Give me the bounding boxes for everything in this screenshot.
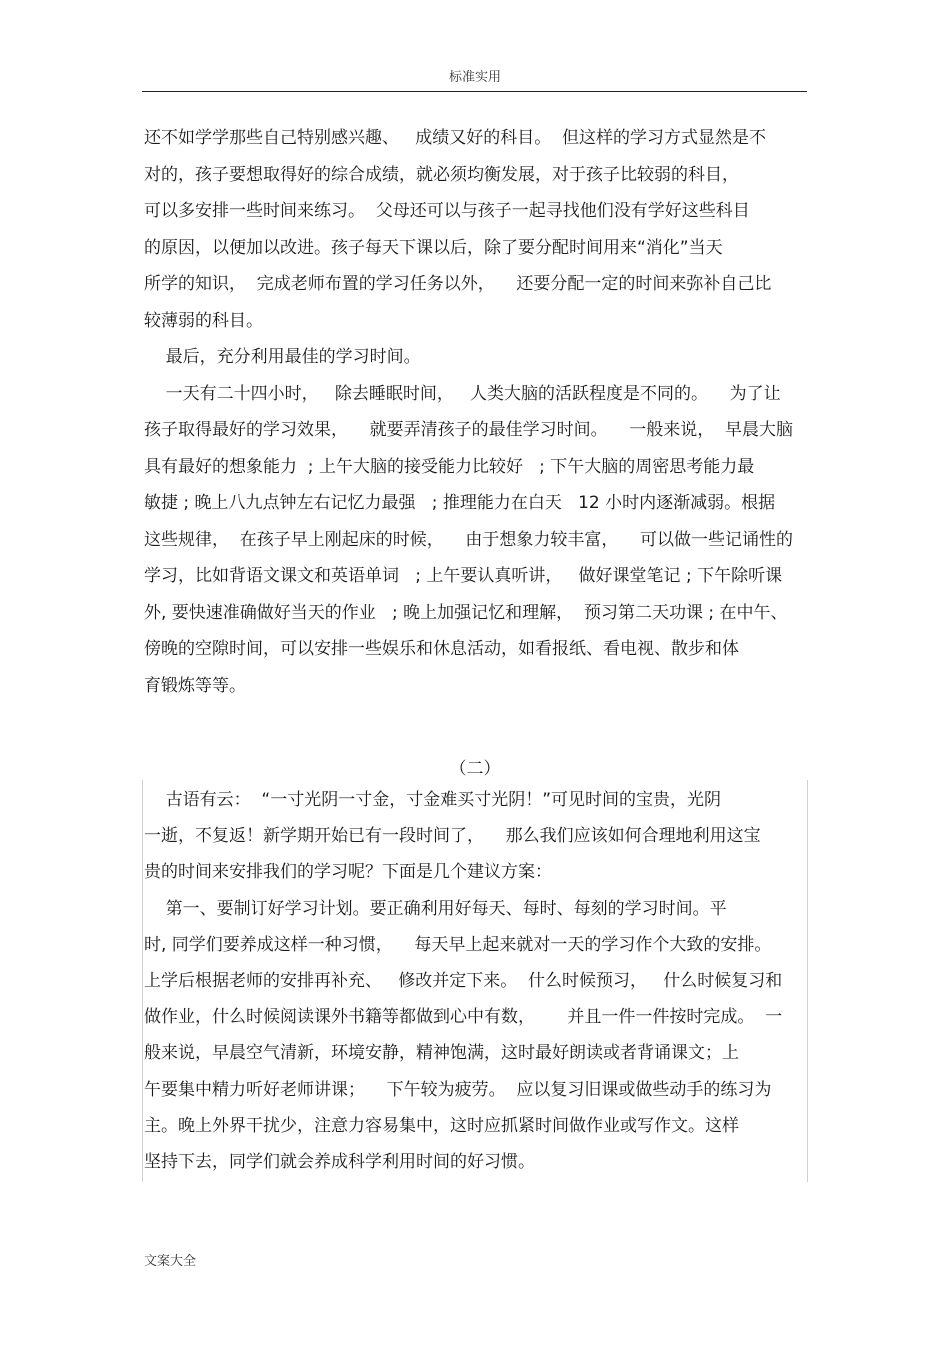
text-line: 学习，比如背语文课文和英语单词 ; 上午要认真听讲， 做好课堂笔记 ; 下午除听课	[144, 566, 783, 586]
text-line: 般来说，早晨空气清新，环境安静，精神饱满，这时最好朗读或者背诵课文；上	[144, 1043, 739, 1063]
text-line: 育锻炼等等。	[144, 676, 246, 696]
text-line: 做作业，什么时候阅读课外书籍等都做到心中有数， 并且一件一件按时完成。 一	[144, 1007, 783, 1027]
text-line: 可以多安排一些时间来练习。 父母还可以与孩子一起寻找他们没有学好这些科目	[144, 201, 750, 221]
left-margin-rule	[142, 780, 143, 1182]
text-line: 傍晚的空隙时间，可以安排一些娱乐和休息活动，如看报纸、看电视、散步和体	[144, 639, 739, 659]
text-line: 对的，孩子要想取得好的综合成绩，就必须均衡发展，对于孩子比较弱的科目，	[144, 165, 739, 185]
text-line: 上学后根据老师的安排再补充、 修改并定下来。 什么时候预习， 什么时候复习和	[144, 971, 783, 991]
text-line: 一逝，不复返！新学期开始已有一段时间了， 那么我们应该如何合理地利用这宝	[144, 826, 761, 846]
text-line: 外, 要快速准确做好当天的作业 ; 晚上加强记忆和理解， 预习第二天功课 ; 在中午、	[144, 603, 788, 623]
text-line: 这些规律， 在孩子早上刚起床的时候， 由于想象力较丰富， 可以做一些记诵性的	[144, 530, 794, 550]
text-line: 还不如学学那些自己特别感兴趣、 成绩又好的科目。 但这样的学习方式显然是不	[144, 128, 767, 148]
page-header: 标准实用	[448, 70, 501, 85]
text-line: 的原因，以便加以改进。孩子每天下课以后，除了要分配时间用来“消化”当天	[144, 238, 723, 258]
text-line: 贵的时间来安排我们的学习呢？下面是几个建议方案：	[144, 862, 552, 882]
section-title: （二）	[449, 759, 501, 779]
page-footer: 文案大全	[144, 1254, 197, 1269]
text-line: 主。晚上外界干扰少，注意力容易集中，这时应抓紧时间做作业或写作文。这样	[144, 1116, 739, 1136]
header-divider	[142, 91, 807, 92]
text-line: 敏捷 ; 晚上八九点钟左右记忆力最强 ; 推理能力在白天 12 小时内逐渐减弱。根据	[144, 493, 776, 513]
text-line: 具有最好的想象能力 ; 上午大脑的接受能力比较好 ; 下午大脑的周密思考能力最	[144, 457, 755, 477]
text-line: 时, 同学们要养成这样一种习惯， 每天早上起来就对一天的学习作个大致的安排。	[144, 935, 772, 955]
text-line: 孩子取得最好的学习效果， 就要弄清孩子的最佳学习时间。 一般来说， 早晨大脑	[144, 420, 794, 440]
text-line: 第一、要制订好学习计划。要正确利用好每天、每时、每刻的学习时间。平	[144, 899, 727, 919]
text-line: 坚持下去，同学们就会养成科学利用时间的好习惯。	[144, 1152, 535, 1172]
text-line: 所学的知识， 完成老师布置的学习任务以外， 还要分配一定的时间来弥补自己比	[144, 274, 772, 294]
text-line: 午要集中精力听好老师讲课； 下午较为疲劳。 应以复习旧课或做些动手的练习为	[144, 1080, 772, 1100]
text-line: 古语有云： “一寸光阴一寸金，寸金难买寸光阴！”可见时间的宝贵，光阴	[144, 790, 722, 810]
text-line: 最后，充分利用最佳的学习时间。	[144, 347, 421, 367]
right-margin-rule	[807, 780, 808, 1182]
text-line: 较薄弱的科目。	[144, 311, 263, 331]
text-line: 一天有二十四小时， 除去睡眠时间， 人类大脑的活跃程度是不同的。 为了让	[144, 384, 781, 404]
